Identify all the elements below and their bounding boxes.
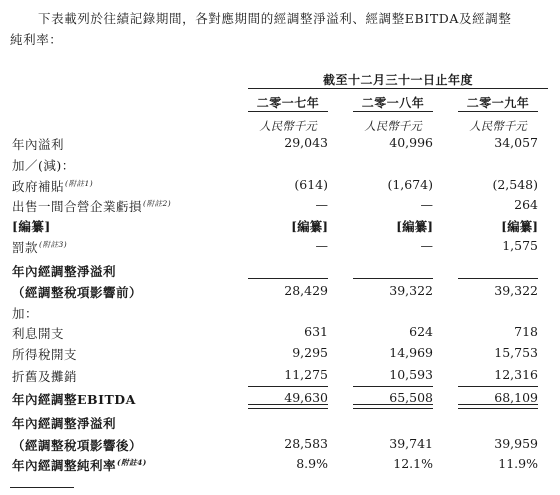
row-label: [12, 436, 142, 454]
cell-value-1: 29,043: [284, 135, 328, 150]
ebitda-double-rule-2019: [458, 404, 538, 409]
cell-value-3: 15,753: [494, 345, 538, 360]
row-label: [12, 367, 77, 385]
row-label: [12, 135, 64, 153]
cell-value-1: 28,583: [284, 436, 328, 451]
ebitda-rule-2019: [458, 386, 538, 387]
row-label-text: 加：: [12, 306, 39, 321]
table-row: [12, 367, 548, 385]
cell-value-2: (1,674): [387, 177, 433, 192]
row-label-text: 年內經調整EBITDA: [12, 392, 136, 407]
year-header-2017: 二零一七年: [256, 96, 320, 110]
row-label-text: 年內溢利: [12, 137, 65, 152]
row-label: [12, 217, 51, 235]
table-row: [12, 345, 548, 363]
table-row: [12, 217, 548, 235]
row-label-text: 年內經調整淨溢利: [12, 264, 117, 279]
row-label-text: 政府補貼: [12, 179, 65, 194]
row-label: [12, 414, 116, 432]
year-rule-2017: [248, 111, 328, 112]
cell-value-3: 12,316: [494, 367, 538, 382]
year-header-2018: 二零一八年: [361, 96, 425, 110]
cell-value-2: —: [420, 197, 433, 212]
table-row: [12, 304, 548, 322]
table-row: [12, 436, 548, 454]
cell-value-2: [編纂]: [396, 219, 433, 234]
unit-label-2017: 人民幣千元: [259, 119, 317, 133]
row-label-text: 利息開支: [12, 326, 65, 341]
cell-value-3: [編纂]: [501, 219, 538, 234]
row-label: [12, 345, 77, 363]
intro-paragraph: [10, 8, 550, 50]
footnote-ref: (附註2): [143, 199, 172, 208]
period-rule: [248, 88, 548, 89]
cell-value-1: —: [315, 197, 328, 212]
row-label-text: （經調整稅項影響前）: [12, 285, 143, 300]
ebitda-double-rule-2018: [353, 404, 433, 409]
ebitda-rule-2018: [353, 386, 433, 387]
cell-value-1: 9,295: [292, 345, 328, 360]
cell-value-1: (614): [294, 177, 328, 192]
table-row: [12, 177, 548, 195]
table-row: [12, 456, 548, 474]
year-header-2019: 二零一九年: [466, 96, 530, 110]
subtotal-rule-2019: [458, 278, 538, 279]
row-label-text: 出售一間合營企業虧損: [12, 199, 143, 214]
footnote-ref: (附註3): [39, 240, 68, 249]
cell-value-2: 12.1%: [393, 456, 433, 471]
row-label: [12, 283, 142, 301]
cell-value-3: 39,322: [494, 283, 538, 298]
footnote-ref: (附註1): [65, 179, 94, 188]
cell-value-3: 1,575: [502, 238, 538, 253]
row-label-text: （經調整稅項影響後）: [12, 438, 143, 453]
row-label-text: 所得稅開支: [12, 347, 78, 362]
cell-value-1: [編纂]: [291, 219, 328, 234]
subtotal-rule-2018: [353, 278, 433, 279]
row-label-text: 年內經調整純利率: [12, 458, 117, 473]
cell-value-1: 631: [304, 324, 328, 339]
cell-value-3: (2,548): [492, 177, 538, 192]
year-rule-2018: [353, 111, 433, 112]
row-label: [12, 197, 171, 215]
cell-value-3: 39,959: [494, 436, 538, 451]
year-rule-2019: [458, 111, 538, 112]
cell-value-1: 8.9%: [296, 456, 328, 471]
row-label: [12, 390, 136, 408]
table-row: [12, 156, 548, 174]
footnote-ref: (附註4): [117, 458, 147, 467]
ebitda-rule-2017: [248, 386, 328, 387]
cell-value-2: 39,322: [389, 283, 433, 298]
footnote-rule: [10, 487, 74, 488]
intro-line-2: 純利率：: [10, 32, 63, 47]
row-label: [12, 324, 64, 342]
table-row: [12, 238, 548, 256]
row-label: [12, 304, 38, 322]
row-label: [12, 456, 147, 474]
cell-value-3: 34,057: [494, 135, 538, 150]
ebitda-double-rule-2017: [248, 404, 328, 409]
cell-value-3: 718: [514, 324, 538, 339]
cell-value-1: 11,275: [284, 367, 328, 382]
row-label: [12, 156, 75, 174]
cell-value-2: 14,969: [389, 345, 433, 360]
cell-value-3: 11.9%: [498, 456, 538, 471]
cell-value-2: 10,593: [389, 367, 433, 382]
cell-value-2: 624: [409, 324, 433, 339]
cell-value-1: —: [315, 238, 328, 253]
cell-value-2: 40,996: [389, 135, 433, 150]
cell-value-2: 39,741: [389, 436, 433, 451]
cell-value-3: 264: [514, 197, 538, 212]
row-label-text: 加／(減)：: [12, 158, 75, 173]
table-row: [12, 135, 548, 153]
unit-label-2018: 人民幣千元: [364, 119, 422, 133]
row-label-text: 年內經調整淨溢利: [12, 416, 117, 431]
table-row: [12, 197, 548, 215]
cell-value-3: 68,109: [494, 390, 538, 405]
cell-value-1: 49,630: [284, 390, 328, 405]
row-label-text: [編纂]: [12, 219, 51, 234]
cell-value-1: 28,429: [284, 283, 328, 298]
table-row: [12, 283, 548, 301]
cell-value-2: 65,508: [389, 390, 433, 405]
unit-label-2019: 人民幣千元: [469, 119, 527, 133]
table-row: [12, 324, 548, 342]
row-label: [12, 177, 93, 195]
intro-line-1: 下表載列於往績記錄期間，各對應期間的經調整淨溢利、經調整EBITDA及經調整: [38, 11, 512, 26]
table-row: [12, 414, 548, 432]
row-label: [12, 262, 116, 280]
row-label-text: 罰款: [12, 240, 39, 255]
cell-value-2: —: [420, 238, 433, 253]
row-label: [12, 238, 67, 256]
row-label-text: 折舊及攤銷: [12, 369, 78, 384]
period-header: 截至十二月三十一日止年度: [322, 73, 473, 87]
subtotal-rule-2017: [248, 278, 328, 279]
